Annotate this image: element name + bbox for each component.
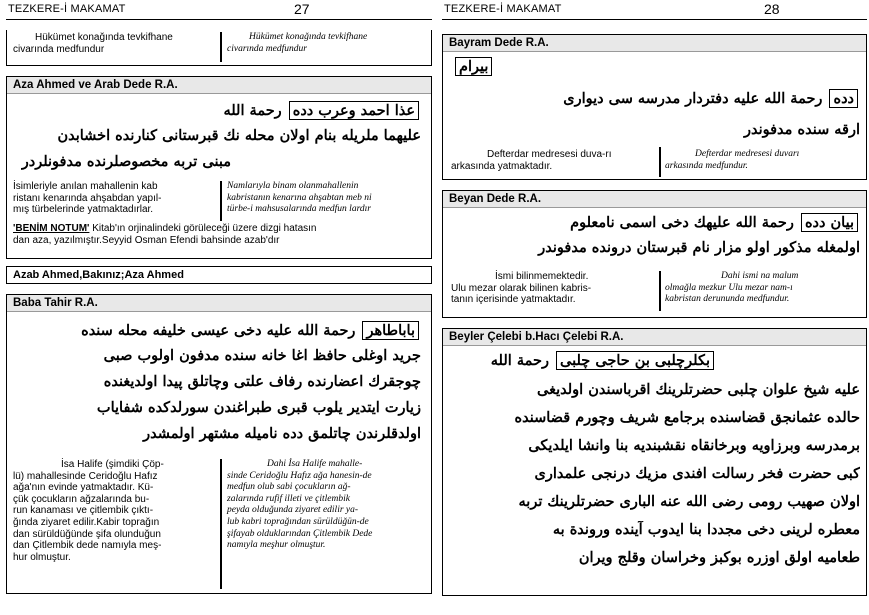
- translation-right: [665, 271, 863, 306]
- aza-ahmed-entry: [6, 76, 432, 259]
- arabic-line: كبى حضرت فخر رسالت افندى مزيك درنجى علمدارى: [534, 465, 860, 482]
- text-line: Ulu mezar olarak bilinen kabris-: [451, 282, 592, 294]
- text-line: dan Çitlembik dede namıyla meş-: [13, 540, 162, 552]
- azab-ref-box: [6, 266, 432, 284]
- entry-title: Beyler Çelebi b.Hacı Çelebi R.A.: [443, 329, 866, 346]
- arabic-name-box: بيرام: [455, 57, 492, 76]
- translation-left: [451, 271, 651, 306]
- arabic-text: رحمة الله عليه دفتردار مدرسه سى ديوارى: [563, 90, 823, 107]
- column-divider: [220, 181, 222, 221]
- note-line: dan aza, yazılmıştır.Seyyid Osman Efendi bahsinde azab'dır: [13, 234, 280, 246]
- arabic-line: مبنى تربه مخصوصلرنده مدفونلردر: [21, 153, 231, 170]
- bayram-dede-entry: [442, 34, 867, 180]
- arabic-line: چوجقرك اعضارنده رفاف علتى وچاتلق پيدا اولديغنده: [103, 373, 421, 390]
- text-line: Dahi ismi na malum: [721, 271, 799, 281]
- column-divider: [220, 32, 222, 62]
- arabic-line: [451, 351, 716, 370]
- text-line: tanın içerisinde yatmaktadır.: [451, 294, 576, 306]
- text-line: medfun olub sabi çocukların ağ-: [227, 482, 351, 493]
- translation-left: [451, 149, 651, 172]
- right-page-header: [442, 0, 867, 20]
- entry-title: Bayram Dede R.A.: [443, 35, 866, 52]
- text-line: civarında medfundur: [13, 43, 105, 55]
- note-text: Kitab'ın orjinalindeki görüleceği üzere dizgi hatasın: [89, 223, 317, 234]
- arabic-line: برمدرسه وبرزاويه وبرخانقاه نقشبنديه بنا وانشا ايلديكى: [528, 437, 860, 454]
- top-fragment-box: [6, 30, 432, 66]
- author-note: [13, 223, 427, 246]
- text-line: türbe-i mahsusalarında medfun lardır: [227, 204, 371, 215]
- arabic-name-box: عذا احمد وعرب دده: [289, 101, 419, 120]
- azab-ref-text: Azab Ahmed,Bakınız;Aza Ahmed: [13, 269, 184, 281]
- arabic-line: ارقه سنده مدفوندر: [743, 121, 860, 138]
- column-divider: [659, 271, 661, 311]
- arabic-name-box: بيان دده: [801, 213, 858, 232]
- arabic-text: رحمة الله عليهك دخى اسمى نامعلوم: [570, 214, 794, 231]
- arabic-line: عليهما ملريله بنام اولان محله نك قبرستانى كنارنده اخشابدن: [57, 127, 421, 144]
- text-line: lub kabri toprağından sürüldüğün-de: [227, 516, 369, 527]
- arabic-line: حالده عثمانجق قضاسنده برجامع شريف وچورم قضاسنده: [514, 409, 860, 426]
- top-fragment-left: [13, 32, 213, 55]
- arabic-line: اولان صهيب رومى رضى الله عنه البارى حضرتلرينك تربه: [518, 493, 860, 510]
- text-line: arkasında yatmaktadır.: [451, 160, 553, 172]
- entry-title: Beyan Dede R.A.: [443, 191, 866, 208]
- arabic-line: اولدقلرندن چاتلمق دده ناميله مشتهر اولمشدر: [143, 425, 421, 442]
- translation-right: [227, 181, 429, 216]
- arabic-line: عليه شيخ علوان چلبى حضرتلرينك اقرباسندن اولديغى: [536, 381, 860, 398]
- text-line: civarında medfundur: [227, 43, 307, 54]
- text-line: olmağla mezkur Ulu mezar nam-ı: [665, 282, 793, 293]
- top-fragment-right: [227, 32, 427, 55]
- right-page-number: 28: [764, 1, 780, 17]
- text-line: Dahi İsa Halife mahalle-: [267, 459, 363, 469]
- arabic-line: [450, 213, 860, 232]
- note-line: [13, 223, 427, 235]
- baba-tahir-entry: [6, 294, 432, 594]
- column-divider: [659, 147, 661, 177]
- text-line: ağa'nın evinde yatmaktadır. Kü-: [13, 482, 154, 494]
- beyan-dede-entry: [442, 190, 867, 318]
- text-line: arkasında medfundur.: [665, 160, 748, 171]
- text-line: Defterdar medresesi duvarı: [695, 149, 800, 159]
- column-divider: [220, 459, 222, 589]
- arabic-line: معطره لرينى دخى مجددا بنا ايدوب آينده وروندة به: [552, 521, 860, 538]
- arabic-text: رحمة الله: [223, 102, 282, 119]
- arabic-line: جريد اوغلى حافظ اغا خانه سنده مدفون اولوب صبى: [103, 347, 421, 364]
- text-line: sinde Ceridoğlu Hafız ağa hanesin-de: [227, 470, 372, 481]
- right-header-title: TEZKERE-İ MAKAMAT: [444, 3, 562, 15]
- text-line: dan sürüldüğünde şifa olunduğun: [13, 528, 161, 540]
- beyler-celebi-entry: [442, 328, 867, 596]
- arabic-line: [21, 321, 421, 340]
- text-line: run kanaması ve çitlembik çıktı-: [13, 505, 154, 517]
- entry-title: Baba Tahir R.A.: [7, 295, 431, 312]
- text-line: zalarında rufif illeti ve çitlembik: [227, 493, 350, 504]
- text-line: kabristanın kenarına ahşabtan meb ni: [227, 192, 372, 203]
- text-line: ristanı kenarında ahşabdan yapıl-: [13, 192, 162, 204]
- text-line: kabristan derununda medfundur.: [665, 294, 790, 305]
- text-line: çük çocukların ağzalarında bu-: [13, 493, 150, 505]
- arabic-line: زيارت ايتدير يلوب قبرى طبراغندن سورلدكده شفاياب: [96, 399, 421, 416]
- text-line: Defterdar medresesi duva-rı: [487, 149, 612, 160]
- arabic-line: اولمغله مذكور اولو مزار نام قبرستان درونده مدفوندر: [538, 239, 860, 256]
- entry-title: Aza Ahmed ve Arab Dede R.A.: [7, 77, 431, 94]
- text-line: İsmi bilinmemektedir.: [495, 271, 589, 282]
- arabic-text: رحمة الله: [490, 352, 549, 369]
- left-page-number: 27: [294, 1, 310, 17]
- text-line: ğında ziyaret edilir.Kabir toprağın: [13, 516, 160, 528]
- left-page-header: [6, 0, 432, 20]
- arabic-name-box: بكلرچلبى بن حاجى چلبى: [556, 351, 714, 370]
- left-header-title: TEZKERE-İ MAKAMAT: [8, 3, 126, 15]
- text-line: Hükümet konağında tevkifhane: [35, 32, 173, 43]
- arabic-line: [21, 101, 421, 120]
- arabic-line: طعاميه اولق اوزره بوكبز وخراسان وقلج ويران: [578, 549, 860, 566]
- text-line: hur olmuştur.: [13, 551, 71, 563]
- text-line: peyda olduğunda ziyaret edilir ya-: [227, 505, 359, 516]
- text-line: namıyla meşhur olmuştur.: [227, 540, 326, 551]
- text-line: İsa Halife (şimdiki Çöp-: [61, 459, 164, 470]
- translation-left: [13, 459, 213, 563]
- text-line: İsimleriyle anılan mahallenin kab: [13, 181, 158, 192]
- arabic-line: [453, 57, 553, 76]
- translation-right: [227, 459, 429, 552]
- arabic-name-box: دده: [829, 89, 858, 108]
- arabic-line: [450, 89, 860, 108]
- translation-right: [665, 149, 863, 172]
- text-line: Hükümet konağında tevkifhane: [249, 32, 368, 42]
- arabic-name-box: باباطاهر: [362, 321, 419, 340]
- text-line: Namlarıyla binam olanmahallenin: [227, 181, 359, 191]
- text-line: mış türbelerinde yatmaktadırlar.: [13, 204, 154, 216]
- note-label: 'BENİM NOTUM': [13, 223, 90, 234]
- text-line: lü) mahallesinde Ceridoğlu Hafız: [13, 470, 158, 482]
- arabic-text: رحمة الله عليه دخى عيسى خليفه محله سنده: [81, 322, 356, 339]
- translation-left: [13, 181, 213, 216]
- text-line: şifayab olduklarından Çitlembik Dede: [227, 528, 373, 539]
